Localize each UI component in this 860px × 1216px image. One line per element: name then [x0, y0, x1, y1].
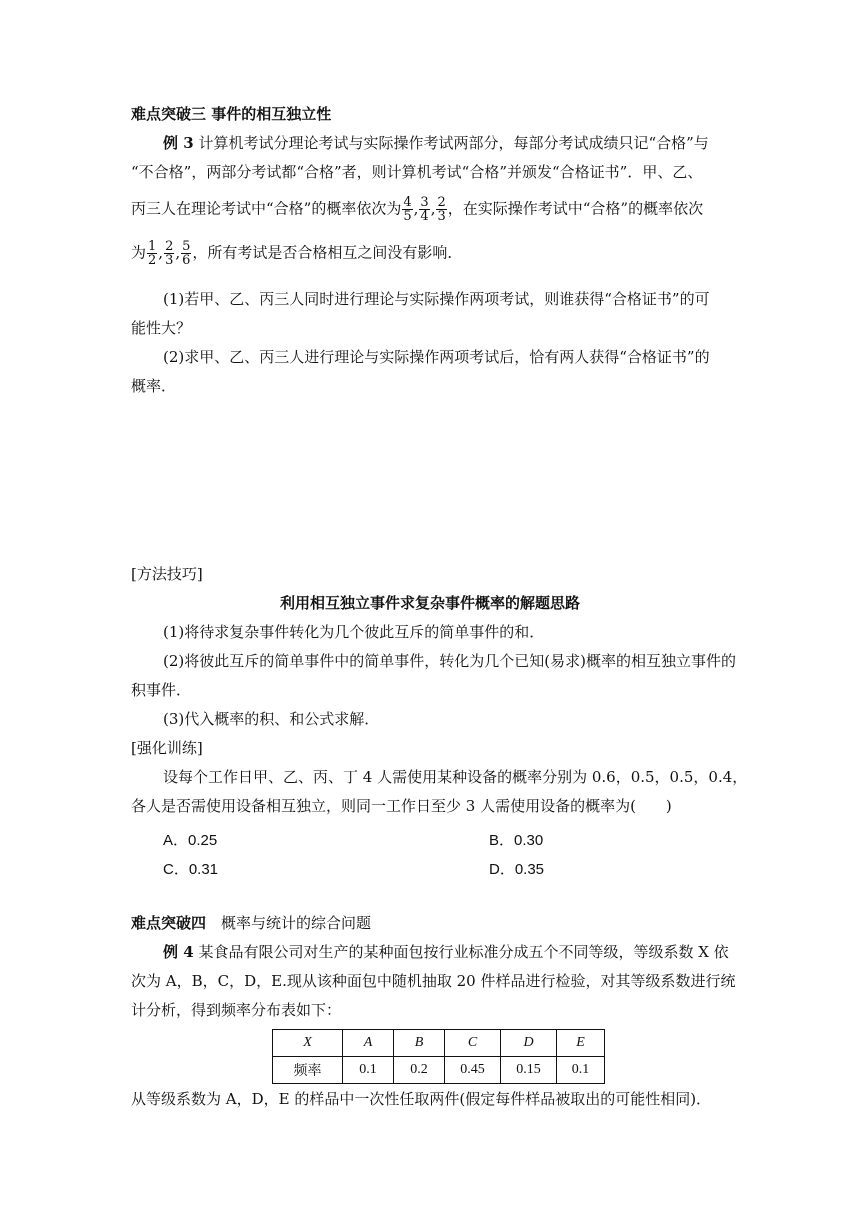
table-header-cell: X: [273, 1030, 343, 1057]
section-4-title-rest: 概率与统计的综合问题: [221, 914, 372, 932]
question-2-line-2: 概率．: [131, 377, 177, 395]
example-3-text-3-pre: 丙三人在理论考试中“合格”的概率依次为: [131, 199, 402, 218]
practice-prob-2: $\frac{2}{3}$: [165, 239, 174, 268]
example-3-text-3-post: ，在实际操作考试中“合格”的概率依次: [447, 199, 704, 218]
example-3-label: 例 3: [163, 134, 194, 152]
method-step-3: (3)代入概率的积、和公式求解．: [163, 710, 380, 728]
method-step-1: (1)将待求复杂事件转化为几个彼此互斥的简单事件的和．: [163, 623, 545, 641]
example-4-line-4: 从等级系数为 A，D，E 的样品中一次性任取两件(假定每件样品被取出的可能性相同)．: [131, 1090, 712, 1108]
method-step-2-line-1: (2)将彼此互斥的简单事件中的简单事件，转化为几个已知(易求)概率的相互独立事件的: [163, 652, 736, 670]
question-1-line-1: (1)若甲、乙、丙三人同时进行理论与实际操作两项考试，则谁获得“合格证书”的可: [163, 290, 710, 308]
example-3-text-4-pre: 为: [131, 243, 147, 262]
table-row-label: 频率: [273, 1057, 343, 1084]
question-2-line-1: (2)求甲、乙、丙三人进行理论与实际操作两项考试后，恰有两人获得“合格证书”的: [163, 348, 710, 366]
option-b: B．0.30: [489, 832, 544, 849]
example-3-line-4: 为 $\frac{1}{2}$ , $\frac{2}{3}$ , $\frac{5}{6}$ ，所有考试是否合格相互之间没有影响．: [131, 239, 463, 268]
training-line-1: 设每个工作日甲、乙、丙、丁 4 人需使用某种设备的概率分别为 0.6，0.5，0.5，0.4，: [163, 768, 748, 786]
example-4-text-1: 某食品有限公司对生产的某种面包按行业标准分成五个不同等级，等级系数 X 依: [198, 943, 729, 961]
example-3-line-3: 丙三人在理论考试中“合格”的概率依次为 $\frac{4}{5}$ , $\frac{3}{4}$ , $\frac{2}{3}$ ，在实际操作考试中“合格”的概率依次: [131, 195, 704, 224]
table-cell: 0.1: [343, 1057, 394, 1084]
example-4-label: 例 4: [163, 943, 194, 961]
table-row: [273, 1057, 605, 1084]
table-header-cell: C: [445, 1030, 501, 1057]
practice-prob-3: $\frac{5}{6}$: [182, 239, 191, 268]
table-header-cell: A: [343, 1030, 394, 1057]
method-step-2-line-2: 积事件．: [131, 681, 192, 699]
method-heading: 利用相互独立事件求复杂事件概率的解题思路: [279, 594, 580, 612]
training-line-2: 各人是否需使用设备相互独立，则同一工作日至少 3 人需使用设备的概率为( ): [131, 797, 672, 815]
table-header-cell: D: [501, 1030, 557, 1057]
example-4-line-3: 计分析，得到频率分布表如下：: [131, 1001, 342, 1019]
table-cell: 0.1: [557, 1057, 605, 1084]
example-3-line-2: “不合格”，两部分考试都“合格”者，则计算机考试“合格”并颁发“合格证书”．甲、乙、: [131, 163, 703, 181]
option-d: D．0.35: [489, 861, 545, 878]
section-4-title-bold: 难点突破四: [131, 914, 207, 932]
example-4-line-2: 次为 A，B，C，D，E.现从该种面包中随机抽取 20 件样品进行检验，对其等级系数进行统: [131, 972, 736, 990]
theory-prob-1: $\frac{4}{5}$: [403, 195, 412, 224]
table-cell: 0.45: [445, 1057, 501, 1084]
option-a: A．0.25: [163, 832, 218, 849]
method-label: [方法技巧]: [131, 565, 203, 583]
table-header-row: [273, 1030, 605, 1057]
theory-prob-3: $\frac{2}{3}$: [437, 195, 446, 224]
table-cell: 0.2: [394, 1057, 445, 1084]
section-4-title: [131, 913, 371, 933]
section-3-title: 难点突破三 事件的相互独立性: [131, 105, 332, 123]
table-header-cell: B: [394, 1030, 445, 1057]
example-3-text-4-post: ，所有考试是否合格相互之间没有影响．: [192, 243, 463, 262]
question-1-line-2: 能性大？: [131, 319, 192, 337]
example-3-text-1: 计算机考试分理论考试与实际操作考试两部分，每部分考试成绩只记“合格”与: [198, 134, 709, 152]
table-header-cell: E: [557, 1030, 605, 1057]
theory-prob-2: $\frac{3}{4}$: [420, 195, 429, 224]
practice-prob-1: $\frac{1}{2}$: [148, 239, 157, 268]
example-3-line-1: [163, 133, 709, 153]
table-cell: 0.15: [501, 1057, 557, 1084]
example-4-line-1: [163, 942, 729, 962]
training-label: [强化训练]: [131, 739, 203, 757]
option-c: C．0.31: [163, 861, 219, 878]
frequency-table: [272, 1029, 605, 1084]
